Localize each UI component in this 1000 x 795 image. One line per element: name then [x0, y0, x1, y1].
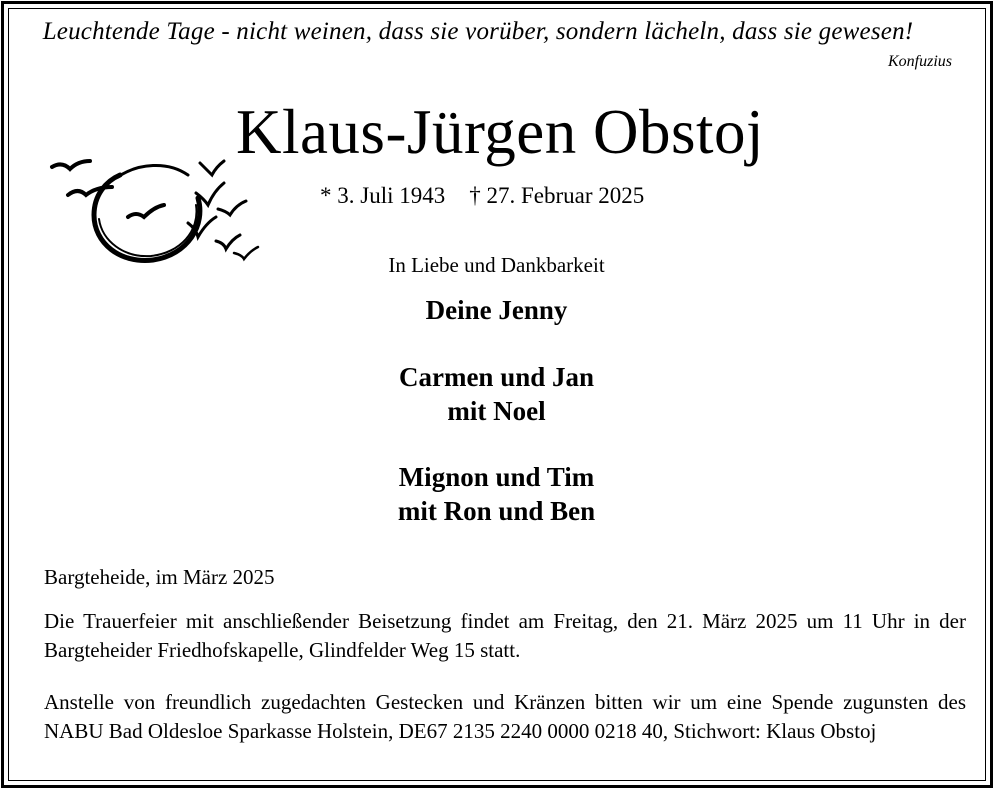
deceased-name: Klaus-Jürgen Obstoj	[235, 97, 765, 167]
family-line: mit Noel	[447, 396, 546, 426]
place-date: Bargteheide, im März 2025	[44, 565, 275, 589]
donation-paragraph: Anstelle von freundlich zugedachten Gestecken und Kränzen bitten wir um eine Spende zugunsten des NABU Bad Oldesloe Sparkasse Holstein, DE67 2135 2240 0000 0218 40, Stichwort: Klaus Obstoj	[44, 690, 966, 743]
birth-date: * 3. Juli 1943	[320, 183, 446, 208]
death-date: † 27. Februar 2025	[469, 183, 645, 208]
family-line: mit Ron und Ben	[397, 496, 596, 526]
life-dates	[320, 183, 644, 209]
ceremony-paragraph: Die Trauerfeier mit anschließender Beisetzung findet am Freitag, den 21. März 2025 um 11 Uhr in der Bargteheider Friedhofskapelle, Glindfelder Weg 15 statt.	[44, 609, 966, 662]
family-line: Carmen und Jan	[398, 362, 595, 392]
family-line: Deine Jenny	[425, 295, 568, 325]
thanks-line: In Liebe und Dankbarkeit	[388, 253, 605, 277]
quote-text: Leuchtende Tage - nicht weinen, dass sie vorüber, sondern lächeln, dass sie gewesen!	[42, 18, 914, 45]
family-group-1	[0, 293, 993, 327]
quote-author: Konfuzius	[887, 53, 952, 70]
family-line: Mignon und Tim	[398, 462, 595, 492]
family-group-2	[0, 360, 993, 428]
family-group-3	[0, 460, 993, 528]
